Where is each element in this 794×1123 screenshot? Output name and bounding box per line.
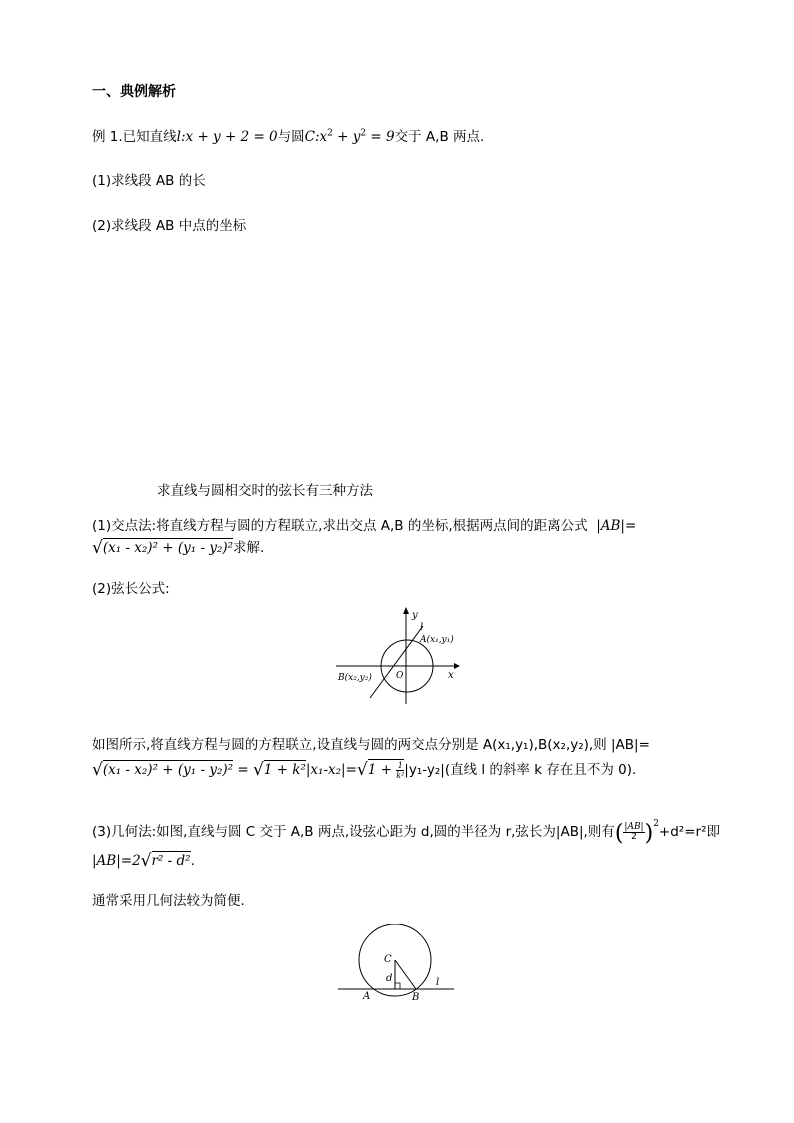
example-mid: 与圆 — [277, 129, 305, 145]
figure-chord-coordinate — [336, 606, 464, 706]
question-2: (2)求线段 AB 中点的坐标 — [92, 218, 247, 234]
point-a-label: A — [363, 991, 371, 1002]
question-1: (1)求线段 AB 的长 — [92, 173, 206, 189]
point-b-label: B(x₂,y₂) — [338, 673, 372, 683]
methods-title: 求直线与圆相交时的弦长有三种方法 — [157, 483, 373, 499]
method-3-result: |AB|=2√r² - d². — [92, 851, 195, 871]
line-equation: l:x + y + 2 = 0 — [176, 129, 278, 145]
l-label: l — [420, 622, 424, 633]
ab-length-label: |AB|= — [596, 518, 637, 534]
x-label: x — [448, 670, 454, 681]
distance-formula: (x₁ - x₂)² + (y₁ - y₂)² — [102, 540, 234, 556]
d-label: d — [386, 973, 393, 984]
conclusion: 通常采用几何法较为简便. — [92, 893, 245, 909]
example-1 — [92, 125, 484, 145]
y-axis-arrow-icon — [403, 607, 409, 614]
method-1-text: (1)交点法:将直线方程与圆的方程联立,求出交点 A,B 的坐标,根据两点间的距离公式 |AB|= — [92, 518, 637, 534]
radius-segment — [395, 960, 416, 989]
y-label: y — [412, 610, 418, 621]
point-a-label: A(x₁,y₁) — [420, 635, 454, 645]
example-tail: 交于 A,B 两点. — [394, 129, 485, 145]
l-label: l — [436, 977, 440, 988]
origin-label: O — [396, 671, 404, 681]
section-title: 一、典例解析 — [92, 84, 176, 100]
method-2-formula: √(x₁ - x₂)² + (y₁ - y₂)² = √1 + k²|x₁-x₂|=√1 + $\frac{1}{\text{k²}}$ |y₁-y₂|(直线 l 的斜率 k 存在且不为 0). — [92, 760, 637, 780]
center-c-label: C — [384, 954, 392, 965]
point-b-label: B — [412, 992, 420, 1003]
method-1-tail: 求解. — [233, 540, 265, 556]
x-axis-arrow-icon — [454, 663, 460, 669]
circle-equation: $C:x^2 + y^2 = 9$ — [304, 128, 395, 145]
method-3-text: (3)几何法:如图,直线与圆 C 交于 A,B 两点,设弦心距为 d,圆的半径为 r,弦长为|AB|,则有( $\frac{|AB|}{2}$ )$^2$+d²=r²即 — [92, 819, 720, 846]
line-l — [370, 626, 423, 698]
method-1-formula: √(x₁ - x₂)² + (y₁ - y₂)²求解. — [92, 538, 265, 558]
method-2-desc: 如图所示,将直线方程与圆的方程联立,设直线与圆的两交点分别是 A(x₁,y₁),B(x₂,y₂),则 |AB|= — [92, 737, 650, 753]
figure-chord-geometric — [338, 924, 456, 1004]
example-lead: 例 1.已知直线 — [92, 129, 177, 145]
method-2-title: (2)弦长公式: — [92, 581, 170, 597]
right-angle-mark — [395, 983, 400, 989]
